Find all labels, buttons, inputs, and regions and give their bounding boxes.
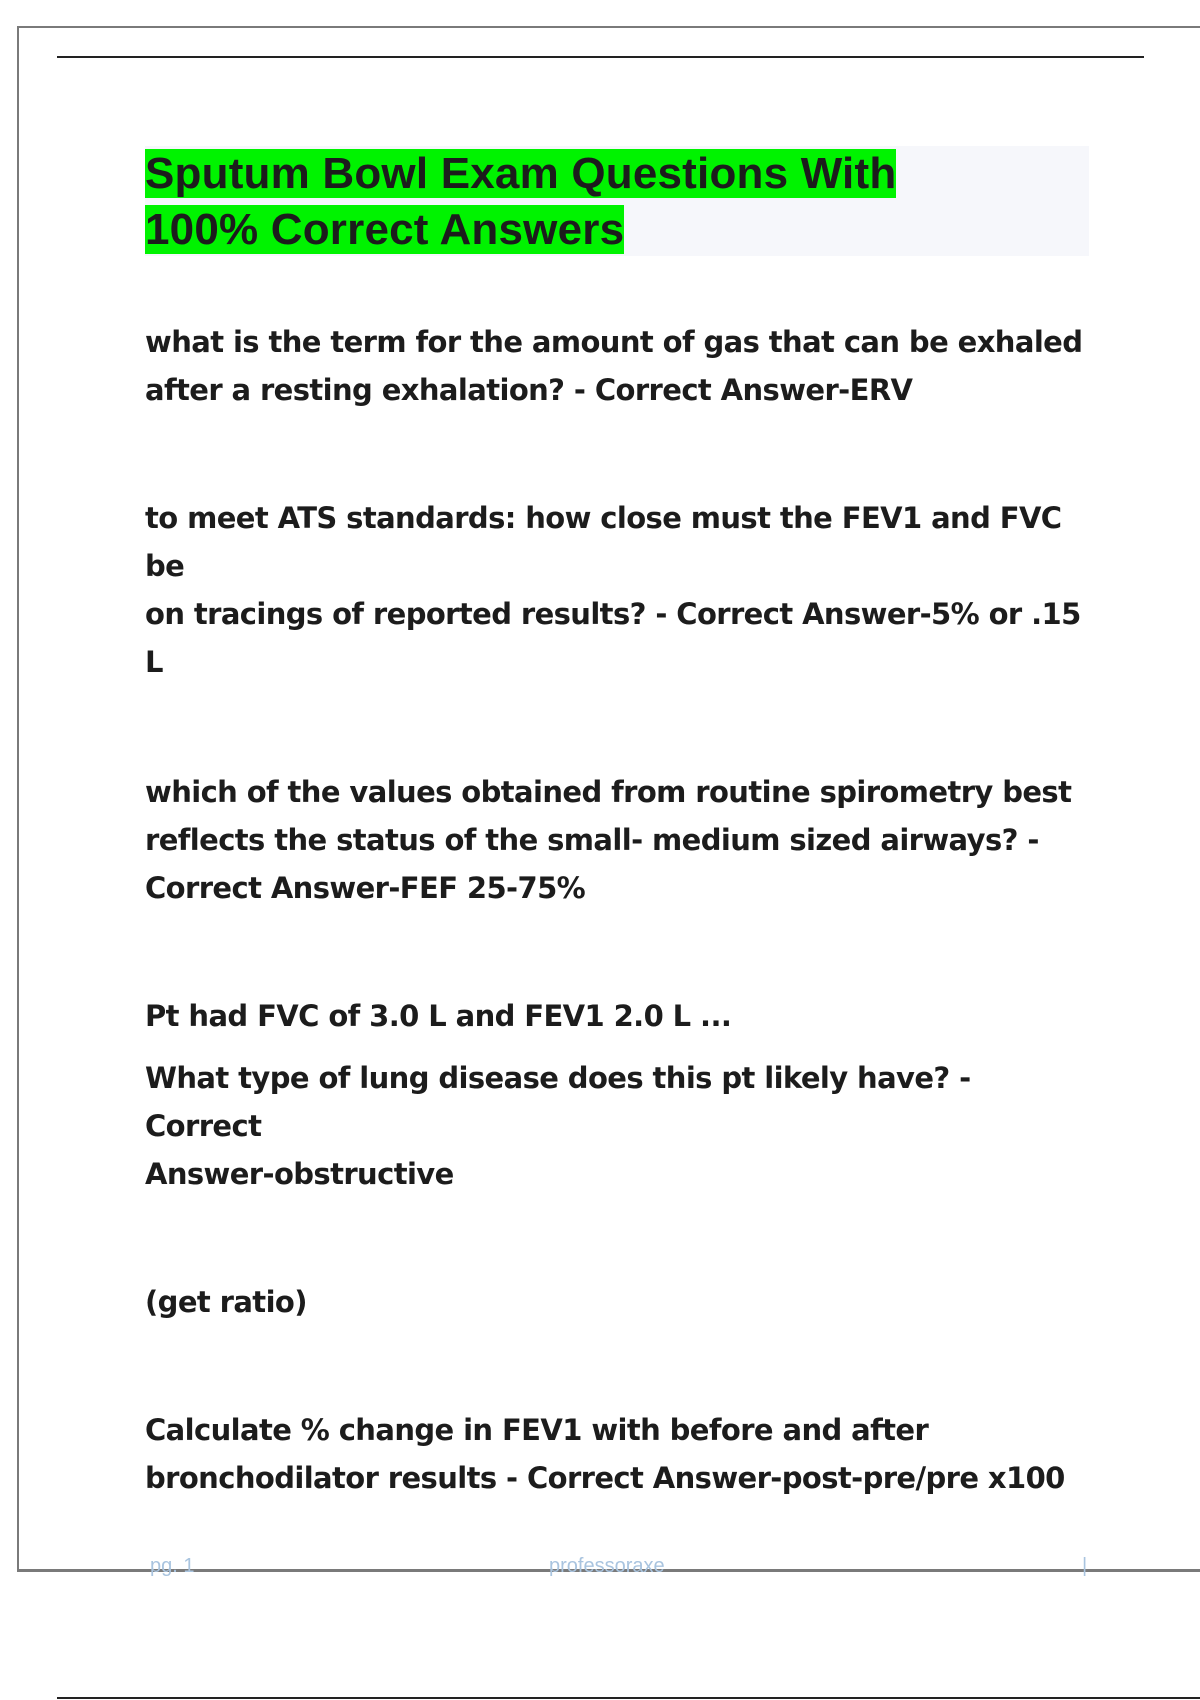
footer-author: professoraxe xyxy=(549,1555,665,1577)
footer-page-number: pg. 1 xyxy=(150,1555,195,1577)
question-list xyxy=(145,318,1085,1502)
title-line-2: 100% Correct Answers xyxy=(145,205,625,254)
qa-6-line-2: bronchodilator results - Correct Answer-post-pre/pre x100 xyxy=(145,1461,1065,1495)
qa-item-4 xyxy=(145,992,1085,1198)
qa-item-5 xyxy=(145,1278,1085,1326)
qa-4-line-3: Answer-obstructive xyxy=(145,1157,454,1191)
qa-2-line-1: to meet ATS standards: how close must the FEV1 and FVC be xyxy=(145,501,1062,583)
qa-3-line-1: which of the values obtained from routine spirometry best xyxy=(145,775,1072,809)
qa-5-line-1: (get ratio) xyxy=(145,1285,307,1319)
qa-item-1 xyxy=(145,318,1085,414)
title-block xyxy=(145,146,1089,256)
qa-4-line-2: What type of lung disease does this pt likely have? - Correct xyxy=(145,1061,971,1143)
title-line-1: Sputum Bowl Exam Questions With xyxy=(145,149,897,198)
page-footer xyxy=(0,1555,1200,1585)
qa-6-line-1: Calculate % change in FEV1 with before and after xyxy=(145,1413,929,1447)
qa-4-line-1: Pt had FVC of 3.0 L and FEV1 2.0 L ... xyxy=(145,999,732,1033)
qa-item-3 xyxy=(145,768,1085,912)
qa-1-line-1: what is the term for the amount of gas that can be exhaled xyxy=(145,325,1083,359)
qa-1-line-2: after a resting exhalation? - Correct Answer-ERV xyxy=(145,373,913,407)
qa-item-2 xyxy=(145,494,1085,686)
document-title xyxy=(145,146,1089,258)
qa-item-6 xyxy=(145,1406,1085,1502)
header-rule xyxy=(57,56,1144,58)
footer-separator: | xyxy=(1082,1555,1088,1577)
qa-2-line-2: on tracings of reported results? - Correct Answer-5% or .15 L xyxy=(145,597,1081,679)
bottom-rule xyxy=(57,1697,1200,1699)
qa-3-line-3: Correct Answer-FEF 25-75% xyxy=(145,871,586,905)
qa-3-line-2: reflects the status of the small- medium sized airways? - xyxy=(145,823,1039,857)
